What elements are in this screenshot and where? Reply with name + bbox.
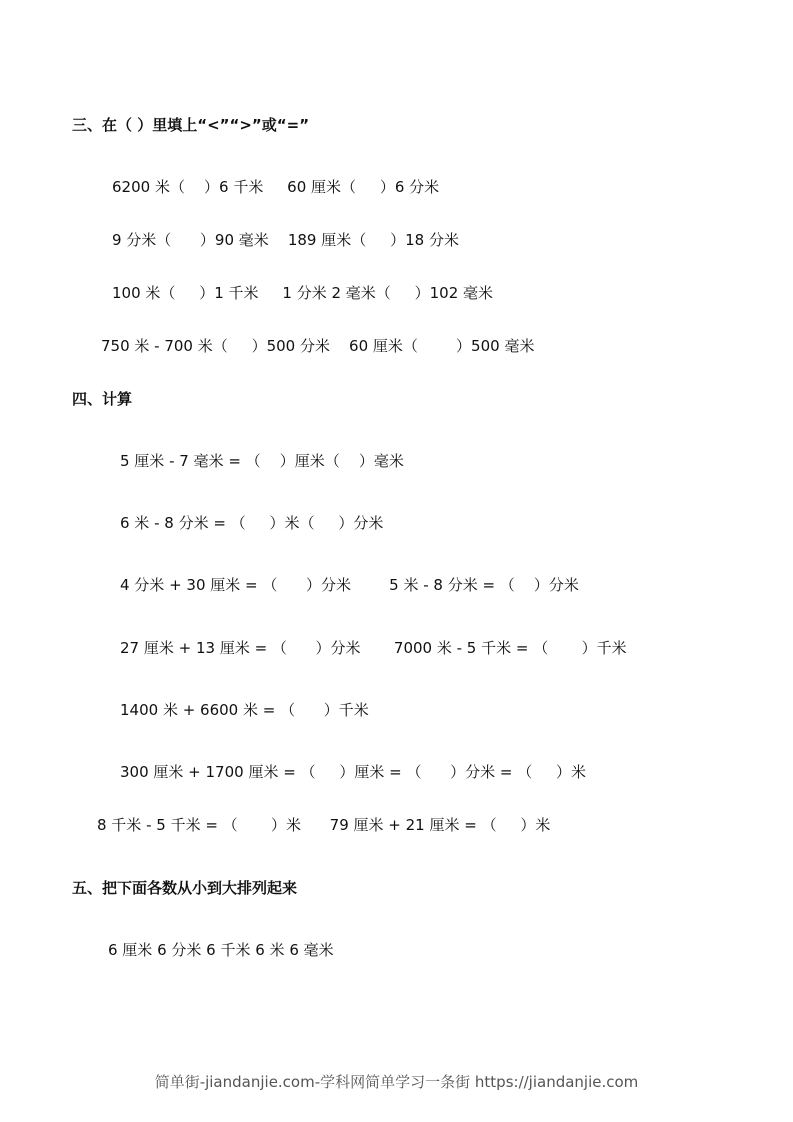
section-4-heading: 四、计算 [72,390,133,408]
section-5-row-1: 6 厘米 6 分米 6 千米 6 米 6 毫米 [108,941,334,959]
section-5-heading: 五、把下面各数从小到大排列起来 [72,879,298,897]
section-4-row-4: 27 厘米 + 13 厘米 = （ ）分米 7000 米 - 5 千米 = （ ）千米 [120,639,627,657]
section-4-row-7: 8 千米 - 5 千米 = （ ）米 79 厘米 + 21 厘米 = （ ）米 [97,816,551,834]
page-footer: 简单街-jiandanjie.com-学科网简单学习一条街 https://jiandanjie.com [154,1073,639,1091]
section-4-row-6: 300 厘米 + 1700 厘米 = （ ）厘米 = （ ）分米 = （ ）米 [120,763,587,781]
section-4-row-2: 6 米 - 8 分米 = （ ）米（ ）分米 [120,514,384,532]
section-3-row-4: 750 米 - 700 米（ ）500 分米 60 厘米（ ）500 毫米 [101,337,535,355]
section-3-row-1: 6200 米（ ）6 千米 60 厘米（ ）6 分米 [112,178,440,196]
section-3-row-2: 9 分米（ ）90 毫米 189 厘米（ ）18 分米 [112,231,459,249]
section-4-row-3: 4 分米 + 30 厘米 = （ ）分米 5 米 - 8 分米 = （ ）分米 [120,576,579,594]
section-4-row-1: 5 厘米 - 7 毫米 = （ ）厘米（ ）毫米 [120,452,404,470]
section-4-row-5: 1400 米 + 6600 米 = （ ）千米 [120,701,369,719]
section-3-row-3: 100 米（ ）1 千米 1 分米 2 毫米（ ）102 毫米 [112,284,494,302]
section-3-heading: 三、在（ ）里填上“<”“>”或“=” [72,116,310,134]
